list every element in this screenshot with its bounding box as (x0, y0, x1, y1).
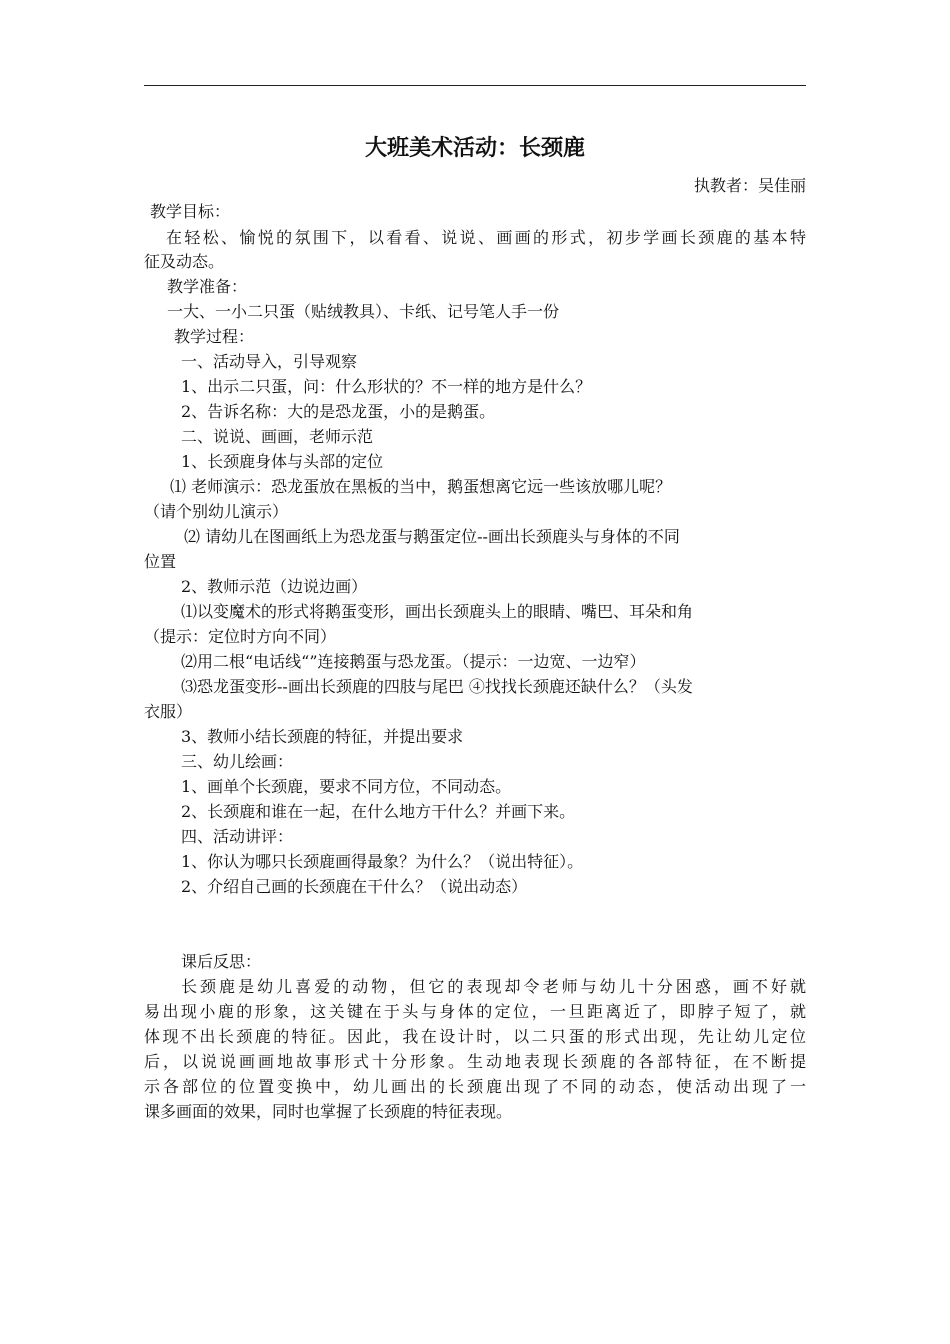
reflection-line: 课多画面的效果，同时也掌握了长颈鹿的特征表现。 (144, 1102, 513, 1121)
step-item: 2、告诉名称：大的是恐龙蛋，小的是鹅蛋。 (181, 402, 496, 421)
document-title: 大班美术活动：长颈鹿 (364, 136, 585, 161)
step-heading: 四、活动讲评： (181, 827, 294, 846)
reflection-line: 示各部位的位置变换中，幼儿画出的长颈鹿出现了不同的动态，使活动出现了一 (144, 1077, 806, 1096)
header-rule (144, 85, 806, 86)
step-item-continued: （提示：定位时方向不同） (144, 627, 337, 646)
step-item-continued: 位置 (144, 552, 177, 571)
paragraph-line: 征及动态。 (144, 252, 225, 271)
step-item: 2、教师示范（边说边画） (181, 577, 368, 596)
section-heading-process: 教学过程： (174, 327, 255, 346)
step-item: 2、介绍自己画的长颈鹿在干什么？（说出动态） (181, 877, 528, 896)
reflection-line: 易出现小鹿的形象，这关键在于头与身体的定位，一旦距离近了，即脖子短了，就 (144, 1002, 806, 1021)
step-heading: 三、幼儿绘画： (181, 752, 294, 771)
step-item-continued: （请个别幼儿演示） (144, 502, 289, 521)
step-heading: 二、说说、画画，老师示范 (181, 427, 374, 446)
reflection-line: 后，以说说画画地故事形式十分形象。生动地表现长颈鹿的各部特征，在不断提 (144, 1052, 806, 1071)
step-item: 1、出示二只蛋，问：什么形状的？不一样的地方是什么？ (181, 377, 592, 396)
reflection-line: 长颈鹿是幼儿喜爱的动物，但它的表现却令老师与幼儿十分困惑，画不好就 (181, 977, 806, 996)
step-item: 1、你认为哪只长颈鹿画得最象？为什么？（说出特征）。 (181, 852, 584, 871)
author-line: 执教者：吴佳丽 (693, 176, 806, 195)
step-item: ⑴以变魔术的形式将鹅蛋变形，画出长颈鹿头上的眼睛、嘴巴、耳朵和角 (181, 602, 694, 621)
section-heading-prep: 教学准备： (167, 277, 248, 296)
paragraph-line: 在轻松、愉悦的氛围下，以看看、说说、画画的形式，初步学画长颈鹿的基本特 (166, 228, 806, 247)
step-item-continued: 衣服） (144, 702, 193, 721)
section-heading-reflection: 课后反思： (181, 952, 262, 971)
step-item: ⑶恐龙蛋变形--画出长颈鹿的四肢与尾巴 ④找找长颈鹿还缺什么？（头发 (181, 677, 693, 696)
paragraph-line: 一大、一小二只蛋（贴绒教具）、卡纸、记号笔人手一份 (167, 302, 560, 321)
section-heading-goals: 教学目标： (150, 202, 231, 221)
reflection-line: 体现不出长颈鹿的特征。因此，我在设计时，以二只蛋的形式出现，先让幼儿定位 (144, 1027, 806, 1046)
step-item: 1、长颈鹿身体与头部的定位 (181, 452, 384, 471)
step-item: 2、长颈鹿和谁在一起，在什么地方干什么？并画下来。 (181, 802, 576, 821)
step-item: 3、教师小结长颈鹿的特征，并提出要求 (181, 727, 464, 746)
step-item: ⑵用二根“电话线“”连接鹅蛋与恐龙蛋。（提示：一边宽、一边窄） (181, 652, 646, 671)
step-item: ⑴ 老师演示：恐龙蛋放在黑板的当中，鹅蛋想离它远一些该放哪儿呢？ (170, 477, 672, 496)
step-heading: 一、活动导入，引导观察 (181, 352, 358, 371)
step-item: 1、画单个长颈鹿，要求不同方位，不同动态。 (181, 777, 512, 796)
step-item: ⑵ 请幼儿在图画纸上为恐龙蛋与鹅蛋定位--画出长颈鹿头与身体的不同 (184, 527, 680, 546)
